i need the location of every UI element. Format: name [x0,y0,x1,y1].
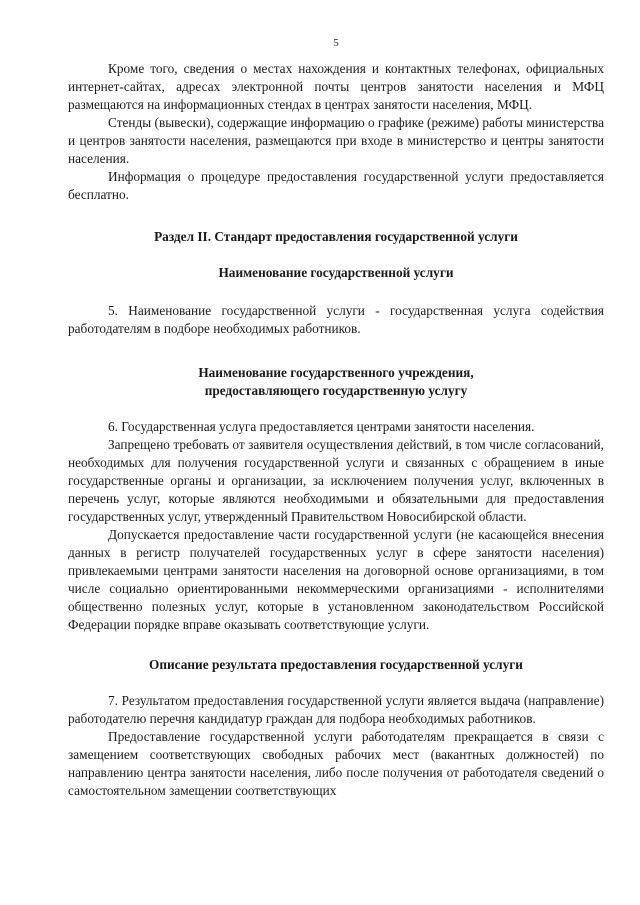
paragraph-stands-info: Стенды (вывески), содержащие информацию о графике (режиме) работы министерства и центров занятости населения, размещаются при входе в министерство и центры занятости населения. [68,115,604,166]
paragraph-5: 5. Наименование государственной услуги - государственная услуга содействия работодателям в подборе необходимых работников. [68,303,604,336]
heading-institution-line2: предоставляющего государственную услугу [204,383,468,398]
paragraph-7: 7. Результатом предоставления государственной услуги является выдача (направление) работодателю перечня кандидатур граждан для подбора необходимых работников. [68,693,604,726]
paragraph-7-termination: Предоставление государственной услуги работодателям прекращается в связи с замещением соответствующих свободных рабочих мест (вакантных должностей) по направлению центра занятости населения, либо после получения от работодателя сведений о самостоятельном замещении соответствующих [68,729,604,798]
paragraph-free-info: Информация о процедуре предоставления государственной услуги предоставляется бесплатно. [68,169,604,202]
heading-institution-line1: Наименование государственного учреждения, [198,365,474,380]
heading-institution [68,364,604,400]
paragraph-6-partial-service: Допускается предоставление части государственной услуги (не касающейся внесения данных в регистр получателей государственных услуг в сфере занятости населения) привлекаемыми центрами занятости населения на договорной основе организациями, в том числе социально ориентированными некоммерческими организациями - исполнителями общественно полезных услуг, которые в установленном законодательством Российской Федерации порядке вправе оказывать соответствующие услуги. [68,527,604,632]
heading-result: Описание результата предоставления государственной услуги [149,657,523,672]
heading-service-name: Наименование государственной услуги [218,265,454,280]
section-2-title: Раздел II. Стандарт предоставления государственной услуги [154,229,518,244]
paragraph-6: 6. Государственная услуга предоставляется центрами занятости населения. [108,419,535,434]
page-number: 5 [333,37,339,49]
paragraph-6-prohibition: Запрещено требовать от заявителя осуществления действий, в том числе согласований, необходимых для получения государственной услуги и связанных с обращением в иные государственные органы и организации, за исключением получения услуг, включенных в перечень услуг, которые являются необходимыми и обязательными для предоставления государственных услуг, утвержденный Правительством Новосибирской области. [68,437,604,524]
paragraph-contacts-info: Кроме того, сведения о местах нахождения и контактных телефонах, официальных интернет-сайтах, адресах электронной почты центров занятости населения и МФЦ размещаются на информационных стендах в центрах занятости населения, МФЦ. [68,61,604,112]
